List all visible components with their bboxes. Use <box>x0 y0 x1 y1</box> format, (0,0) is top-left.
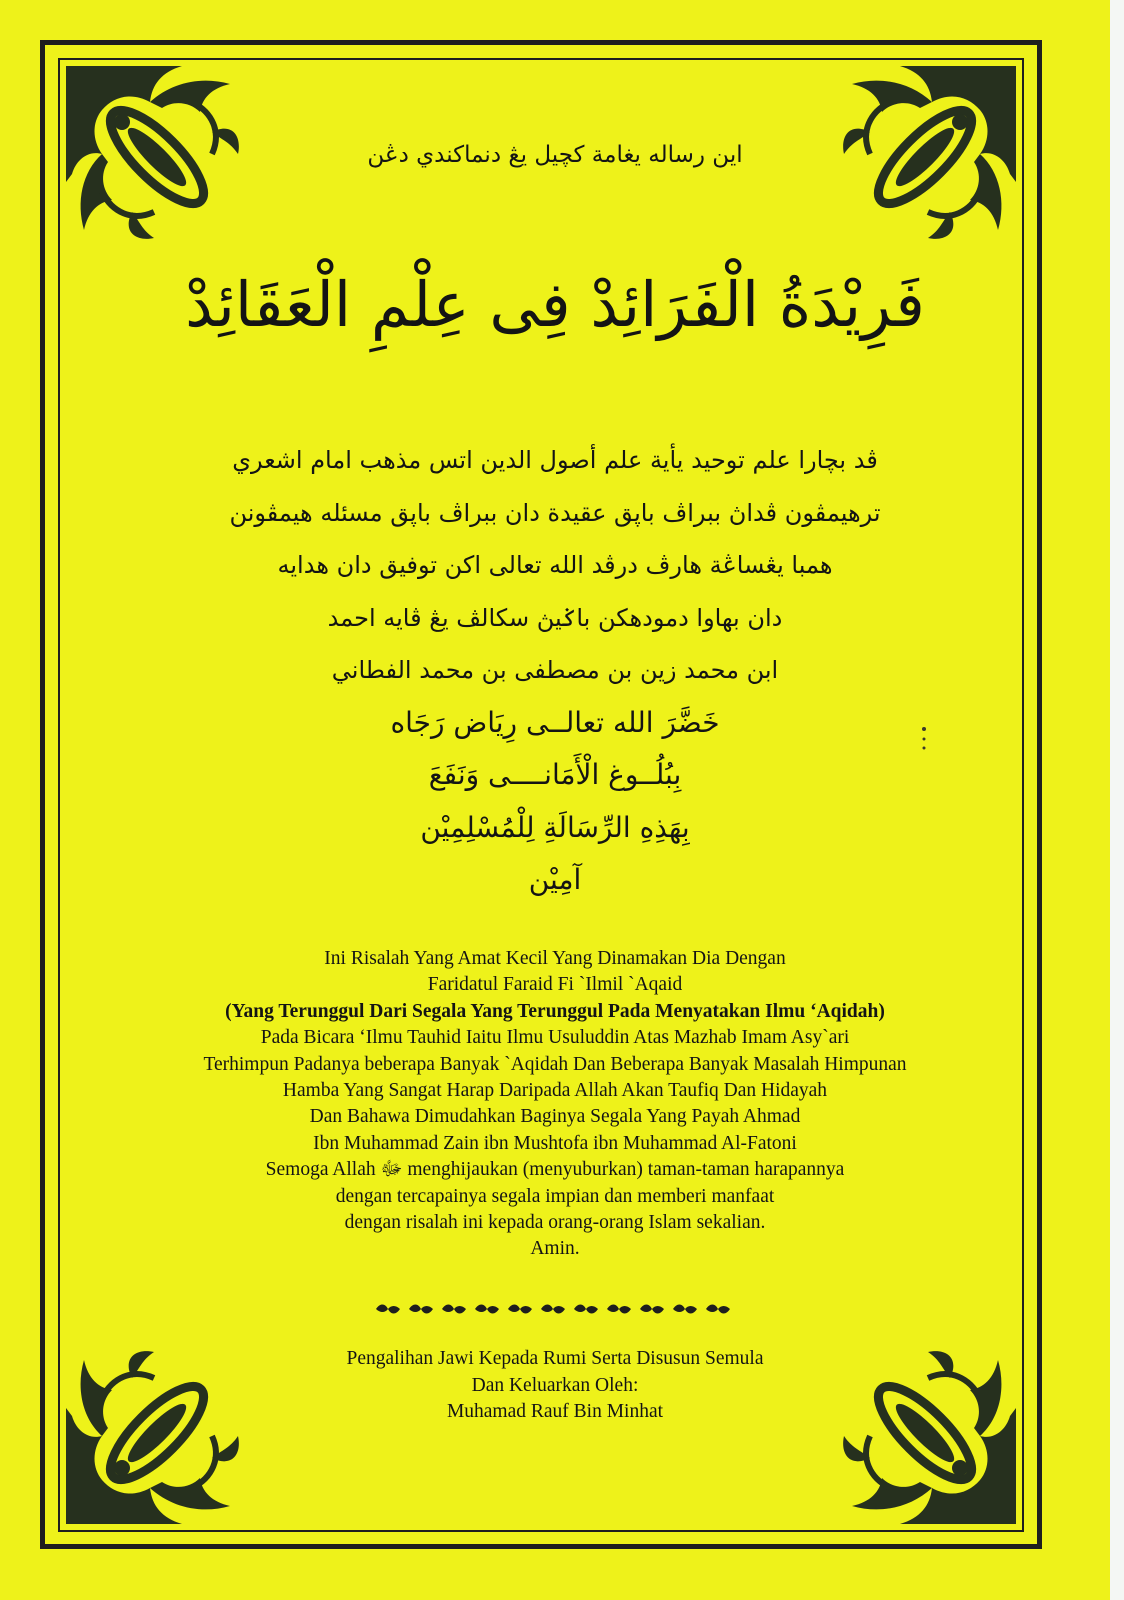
divider-motif <box>475 1305 499 1314</box>
ornamental-divider <box>372 1301 738 1317</box>
divider-motif <box>409 1305 433 1314</box>
divider-motif <box>442 1305 466 1314</box>
jawi-line: آمِيْن <box>528 863 582 896</box>
rumi-line: Terhimpun Padanya beberapa Banyak `Aqidah Dan Beberapa Banyak Masalah Himpunan <box>203 1053 907 1075</box>
divider-motif <box>706 1305 730 1314</box>
rumi-line: Hamba Yang Sangat Harap Daripada Allah Akan Taufiq Dan Hidayah <box>282 1080 828 1102</box>
jawi-line: خَضَّرَ الله تعالــى رِيَاض رَجَاه <box>390 705 720 739</box>
divider-svg <box>372 1301 738 1317</box>
rumi-line: Amin. <box>530 1238 580 1260</box>
print-speck <box>921 725 927 753</box>
jawi-body <box>0 434 1110 907</box>
credits-block <box>0 1346 1110 1426</box>
divider-motif <box>376 1305 400 1314</box>
divider-motif <box>640 1305 664 1314</box>
jawi-intro-line: اين رساله يغامة كچيل يڠ دنماكندي دڠن <box>367 142 743 168</box>
rumi-line: dengan risalah ini kepada orang-orang Islam sekalian. <box>344 1212 766 1234</box>
jawi-line: بِبُلُــوغ الْأَمَانــــى وَنَفَعَ <box>428 758 682 791</box>
rumi-line: Ini Risalah Yang Amat Kecil Yang Dinamakan Dia Dengan <box>324 948 786 969</box>
rumi-line: Pada Bicara ‘Ilmu Tauhid Iaitu Ilmu Usuluddin Atas Mazhab Imam Asy`ari <box>260 1027 850 1049</box>
jawi-line: ڤد بچارا علم توحيد يأية علم أصول الدين اتس مذهب امام اشعري <box>232 446 878 474</box>
jawi-line: همبا يڠساڠة هارڤ درڤد الله تعالى اكن توفيق دان هدايه <box>277 551 833 579</box>
rumi-line: Dan Bahawa Dimudahkan Baginya Segala Yang Payah Ahmad <box>309 1106 801 1128</box>
rumi-subtitle: (Yang Terunggul Dari Segala Yang Terunggul Pada Menyatakan Ilmu ‘Aqidah) <box>225 1000 885 1022</box>
divider-motif <box>607 1305 631 1314</box>
rumi-line: Ibn Muhammad Zain ibn Mushtofa ibn Muhammad Al-Fatoni <box>313 1132 797 1154</box>
jawi-line: دان بهاوا دمودهكن باݢيڽ سكالڤ يڠ ڤايه احمد <box>327 603 783 632</box>
jawi-line: بِهَذِهِ الرِّسَالَةِ لِلْمُسْلِمِيْن <box>420 810 690 844</box>
divider-motif <box>508 1305 532 1314</box>
jawi-line: ابن محمد زين بن مصطفى بن محمد الفطاني <box>331 656 779 684</box>
credit-author: Muhamad Rauf Bin Minhat <box>446 1401 664 1422</box>
divider-motif <box>673 1305 697 1314</box>
divider-motif <box>574 1305 598 1314</box>
credit-line: Dan Keluarkan Oleh: <box>471 1374 639 1396</box>
rumi-line: Faridatul Faraid Fi `Ilmil `Aqaid <box>427 974 683 996</box>
book-title-arabic: فَرِيْدَةُ الْفَرَائِدْ فِى عِلْمِ الْعَقَائِدْ <box>185 268 925 341</box>
jawi-line: ترهيمڤون ڤداڽ ببراڤ باڽق عقيدة دان ببراڤ باڽق مسئله هيمڤونن <box>229 498 881 527</box>
divider-motif <box>541 1305 565 1314</box>
credit-line: Pengalihan Jawi Kepada Rumi Serta Disusun Semula <box>346 1348 764 1369</box>
rumi-line: dengan tercapainya segala impian dan memberi manfaat <box>335 1185 775 1207</box>
rumi-line: Semoga Allah ﷻ menghijaukan (menyuburkan) taman-taman harapannya <box>265 1159 845 1181</box>
rumi-text-block <box>0 946 1110 1263</box>
